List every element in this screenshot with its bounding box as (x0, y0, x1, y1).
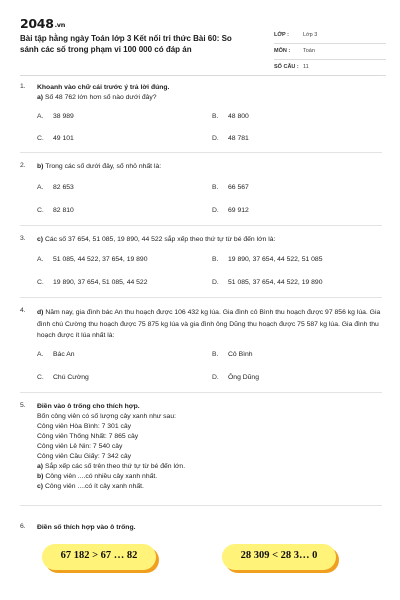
header-divider (20, 75, 382, 76)
question-5-sub-b: b) Công viên ....có nhiều cây xanh nhất. (37, 473, 158, 480)
question-5-line: Công viên Cầu Giấy: 7 342 cây (37, 453, 132, 460)
question-4-text: d) Năm nay, gia đình bác An thu hoạch được 106 432 kg lúa. Gia đình cô Bình thu hoạch được 97 856 kg lúa. Gia đình chú Cường thu hoạch được 75 875 kg lúa và gia đình ông Dũng thu hoạch được 75 587 kg lúa. Gia đình thu hoạch được ít lúa nhất là: (37, 309, 381, 339)
question-5-line: Công viên Hòa Bình: 7 301 cây (37, 423, 132, 430)
question-5-line: Công viên Lê Nin: 7 540 cây (37, 443, 123, 450)
divider (20, 505, 382, 506)
header (20, 14, 382, 70)
meta-row-class: LỚP : Lớp 3 (274, 28, 386, 44)
question-6-heading: Điền số thích hợp vào ô trống. (37, 524, 136, 531)
question-2-text: b) Trong các số dưới đây, số nhỏ nhất là: (37, 163, 162, 170)
answer-box-2[interactable]: 28 309 < 28 3… 0 (222, 544, 336, 570)
question-5-line: Bốn công viên có số lượng cây xanh như sau: (37, 413, 177, 420)
question-3-text: c) Các số 37 654, 51 085, 19 890, 44 522 sắp xếp theo thứ tự từ bé đến lớn là: (37, 236, 276, 243)
divider (20, 152, 382, 153)
question-5-sub-a: a) Sắp xếp các số trên theo thứ tự từ bé đến lớn. (37, 463, 186, 470)
worksheet-page: 2048.vn Bài tập hằng ngày Toán lớp 3 Kết nối tri thức Bài 60: So sánh các số trong phạm vi 100 000 có đáp án LỚP : Lớp 3 MÔN : Toán SỐ CÂU : 11 1. Khoanh vào chữ cái trước ý trả lời đúng. a) Số 48 762 lớn hơn số nào dưới đây? A. 38 989 B. 48 800 C. 49 101 D. 48 781 2. b) Trong các số dưới đây, số nhỏ nhất là: A. 82 653 B. 66 567 C. 82 810 D. 69 912 3. c) Các số 37 654, 51 085, 19 890, 44 522 sắp xếp theo thứ tự từ bé đến lớn là: A. 51 085, 44 522, 37 654, 19 890 B. 19 890, 37 654, 44 522, 51 085 C. 19 890, 37 654, 51 085, 44 522 D. 51 085, 37 654, 44 522, 19 890 4. d) Năm nay, gia đình bác An thu hoạch được 106 432 kg lúa. Gia đình cô Bình thu hoạch được 97 856 kg lúa. Gia đình chú Cường thu hoạch được 75 875 kg lúa và gia đình ông Dũng thu hoạch được 75 587 kg lúa. Gia đình thu hoạch được ít lúa nhất là: A. Bác An B. Cô Bình C. Chú Cường D. Ông Dũng 5. Điền vào ô trống cho thích hợp. Bốn công viên có số lượng cây xanh như sau: Công viên Hòa Bình: 7 301 cây Công viên Thống Nhất: 7 865 cây Công viên Lê Nin: 7 540 cây Công viên Cầu Giấy: 7 342 cây a) Sắp xếp các số trên theo thứ tự từ bé đến lớn. b) Công viên ....có nhiều cây xanh nhất. c) Công viên ....có ít cây xanh nhất. 6. Điền số thích hợp vào ô trống. 67 182 > 67 … 82 28 309 < 28 3… 0 (0, 0, 400, 600)
meta-row-count: SỐ CÂU : 11 (274, 60, 386, 76)
meta-row-subject: MÔN : Toán (274, 44, 386, 60)
question-5-sub-c: c) Công viên ....có ít cây xanh nhất. (37, 483, 144, 490)
page-title: Bài tập hằng ngày Toán lớp 3 Kết nối tri thức Bài 60: So sánh các số trong phạm vi 100 000 có đáp án (20, 34, 232, 54)
divider (20, 297, 382, 298)
question-1-text: a) Số 48 762 lớn hơn số nào dưới đây? (37, 94, 157, 101)
question-5-line: Công viên Thống Nhất: 7 865 cây (37, 433, 139, 440)
divider (20, 392, 382, 393)
question-5-heading: Điền vào ô trống cho thích hợp. (37, 403, 140, 410)
meta-info (274, 28, 386, 76)
site-logo[interactable]: 2048.vn (20, 16, 66, 31)
divider (20, 225, 382, 226)
answer-box-1[interactable]: 67 182 > 67 … 82 (42, 544, 156, 570)
question-1-heading: Khoanh vào chữ cái trước ý trả lời đúng. (37, 84, 170, 91)
